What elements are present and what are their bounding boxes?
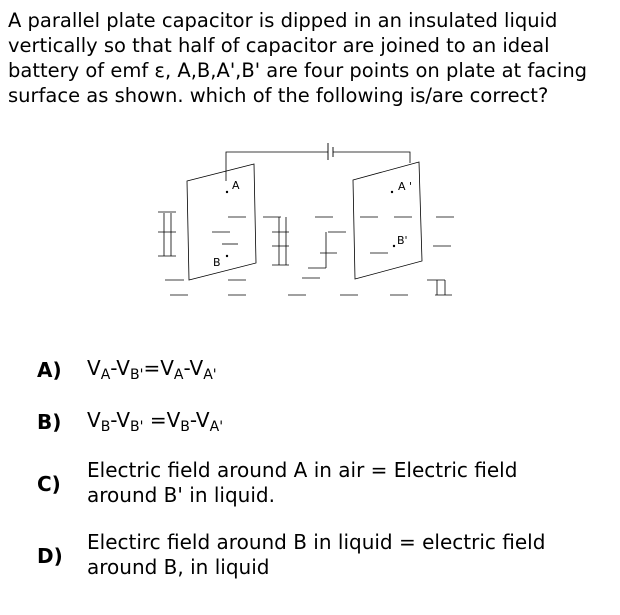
liquid-surface-marks bbox=[158, 212, 454, 295]
option-d-text: Electirc field around B in liquid = electric field around B, in liquid bbox=[87, 530, 546, 579]
option-d[interactable] bbox=[37, 530, 597, 585]
point-b-dot bbox=[226, 255, 228, 257]
option-b-label: B) bbox=[37, 410, 62, 434]
point-a-label: A bbox=[232, 179, 240, 192]
point-a-prime-dot bbox=[391, 191, 393, 193]
liquid-vertical-marks bbox=[164, 213, 445, 295]
question-text: A parallel plate capacitor is dipped in an insulated liquid vertically so that half of capacitor are joined to an ideal battery of emf ε, A,B,A',B' are four points on plate at facing surface as shown. which of the following is/are correct? bbox=[8, 9, 588, 107]
point-b-label: B bbox=[213, 256, 221, 269]
option-c[interactable] bbox=[37, 458, 597, 513]
capacitor-diagram bbox=[150, 138, 470, 308]
right-wire bbox=[333, 152, 410, 163]
option-b[interactable] bbox=[37, 408, 597, 438]
option-d-label: D) bbox=[37, 544, 63, 568]
point-a-prime-label: A ' bbox=[398, 180, 413, 193]
left-plate bbox=[187, 164, 256, 280]
option-c-label: C) bbox=[37, 472, 61, 496]
left-wire bbox=[226, 152, 328, 181]
capacitor-figure bbox=[150, 138, 470, 308]
point-b-prime-dot bbox=[393, 245, 395, 247]
option-a-label: A) bbox=[37, 358, 62, 382]
point-b-prime-label: B' bbox=[397, 234, 408, 247]
option-c-text: Electric field around A in air = Electric field around B' in liquid. bbox=[87, 458, 518, 507]
point-a-dot bbox=[226, 191, 228, 193]
option-a-equation: $V_A-V_{B'}=V_A-V_{A'}$ bbox=[87, 356, 217, 383]
option-b-equation: $V_B-V_{B'} =V_B-V_{A'}$ bbox=[87, 408, 224, 435]
option-a[interactable] bbox=[37, 356, 597, 386]
